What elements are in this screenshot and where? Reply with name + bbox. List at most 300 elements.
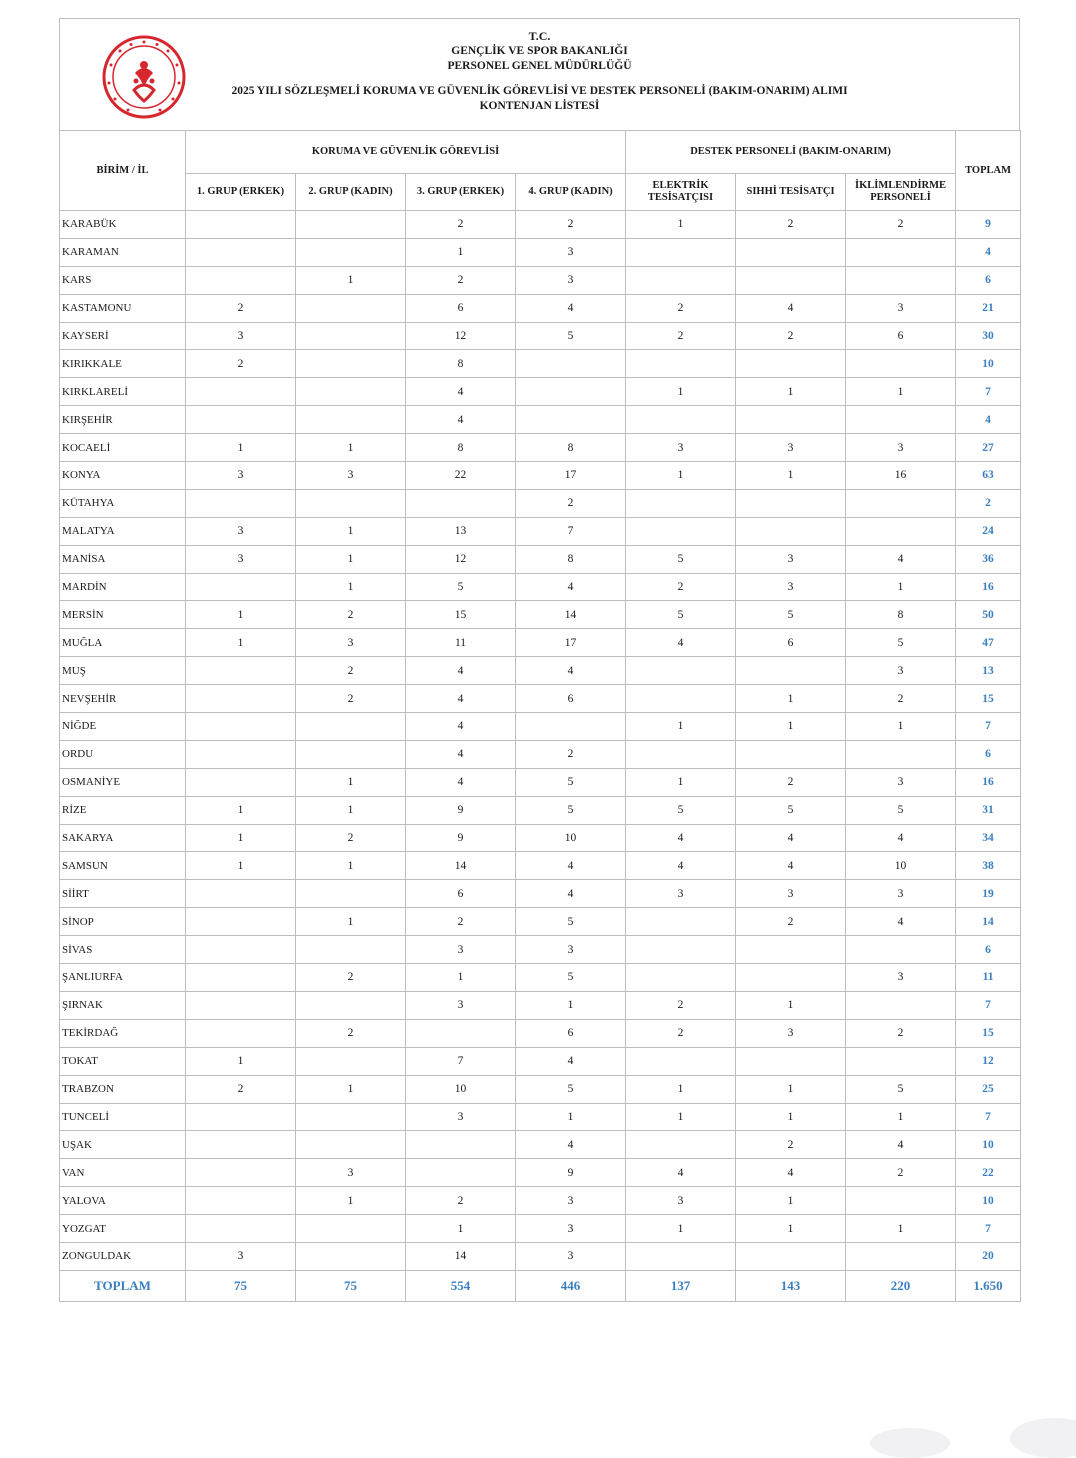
- quota-cell: 1: [846, 378, 956, 406]
- background-shape: [870, 1428, 950, 1458]
- table-row: [60, 378, 1021, 406]
- quota-cell: 3: [736, 1019, 846, 1047]
- quota-cell: [186, 211, 296, 239]
- quota-cell: [296, 406, 406, 434]
- quota-cell: [516, 378, 626, 406]
- province-name: UŞAK: [60, 1131, 186, 1159]
- quota-cell: 3: [186, 1242, 296, 1270]
- quota-cell: [846, 991, 956, 1019]
- row-total-cell: 30: [956, 322, 1021, 350]
- quota-cell: 3: [516, 1242, 626, 1270]
- row-total-cell: 15: [956, 685, 1021, 713]
- quota-cell: 2: [626, 294, 736, 322]
- table-row: [60, 1047, 1021, 1075]
- table-row: [60, 1187, 1021, 1215]
- table-row: [60, 880, 1021, 908]
- quota-cell: 8: [406, 434, 516, 462]
- table-row: [60, 908, 1021, 936]
- row-total-cell: 2: [956, 489, 1021, 517]
- row-total-cell: 14: [956, 908, 1021, 936]
- province-name: KIRŞEHİR: [60, 406, 186, 434]
- quota-cell: 9: [406, 824, 516, 852]
- province-name: NEVŞEHİR: [60, 685, 186, 713]
- quota-cell: [736, 350, 846, 378]
- province-name: OSMANİYE: [60, 768, 186, 796]
- quota-cell: [846, 1047, 956, 1075]
- quota-cell: [186, 908, 296, 936]
- quota-cell: [186, 1019, 296, 1047]
- quota-cell: [626, 936, 736, 964]
- province-name: MUĞLA: [60, 629, 186, 657]
- quota-cell: 3: [626, 434, 736, 462]
- quota-cell: 10: [406, 1075, 516, 1103]
- quota-cell: 2: [186, 294, 296, 322]
- table-row: [60, 322, 1021, 350]
- quota-cell: 2: [296, 601, 406, 629]
- quota-cell: [516, 406, 626, 434]
- quota-cell: 3: [516, 936, 626, 964]
- quota-cell: 17: [516, 462, 626, 490]
- quota-cell: 2: [186, 350, 296, 378]
- quota-cell: 1: [736, 1103, 846, 1131]
- province-name: KOCAELİ: [60, 434, 186, 462]
- quota-cell: 1: [296, 266, 406, 294]
- quota-cell: [626, 740, 736, 768]
- quota-cell: 1: [626, 462, 736, 490]
- quota-cell: 4: [516, 1047, 626, 1075]
- quota-cell: 6: [406, 294, 516, 322]
- quota-cell: 11: [406, 629, 516, 657]
- quota-cell: 4: [406, 768, 516, 796]
- quota-cell: 1: [626, 211, 736, 239]
- quota-cell: [846, 1242, 956, 1270]
- quota-cell: 6: [846, 322, 956, 350]
- quota-cell: [296, 880, 406, 908]
- table-row: [60, 573, 1021, 601]
- quota-cell: 8: [406, 350, 516, 378]
- quota-cell: [406, 1131, 516, 1159]
- quota-cell: 1: [406, 238, 516, 266]
- province-name: SİVAS: [60, 936, 186, 964]
- row-total-cell: 4: [956, 238, 1021, 266]
- quota-cell: [186, 1131, 296, 1159]
- row-total-cell: 13: [956, 657, 1021, 685]
- quota-cell: 3: [846, 964, 956, 992]
- quota-cell: 1: [296, 908, 406, 936]
- quota-cell: [736, 489, 846, 517]
- quota-cell: 3: [736, 573, 846, 601]
- quota-cell: 8: [516, 434, 626, 462]
- document-title: [60, 84, 1019, 114]
- header-line-tc: T.C.: [528, 29, 551, 43]
- table-row: [60, 964, 1021, 992]
- row-total-cell: 27: [956, 434, 1021, 462]
- province-name: MANİSA: [60, 545, 186, 573]
- table-row: [60, 991, 1021, 1019]
- quota-cell: 6: [736, 629, 846, 657]
- row-total-cell: 36: [956, 545, 1021, 573]
- table-row: [60, 266, 1021, 294]
- quota-cell: 2: [406, 1187, 516, 1215]
- total-cell: 446: [516, 1270, 626, 1301]
- quota-cell: [296, 489, 406, 517]
- quota-cell: 1: [736, 462, 846, 490]
- quota-cell: 2: [516, 489, 626, 517]
- quota-cell: 2: [846, 1159, 956, 1187]
- row-total-cell: 9: [956, 211, 1021, 239]
- quota-cell: 4: [406, 406, 516, 434]
- quota-cell: 1: [296, 1187, 406, 1215]
- quota-cell: [736, 657, 846, 685]
- quota-cell: 3: [736, 880, 846, 908]
- province-name: TOKAT: [60, 1047, 186, 1075]
- table-row: [60, 768, 1021, 796]
- quota-cell: 4: [626, 1159, 736, 1187]
- quota-cell: 1: [846, 713, 956, 741]
- quota-cell: 9: [516, 1159, 626, 1187]
- quota-cell: 4: [626, 852, 736, 880]
- quota-cell: [186, 406, 296, 434]
- table-row: [60, 406, 1021, 434]
- table-row: [60, 629, 1021, 657]
- quota-cell: [186, 964, 296, 992]
- table-row: [60, 852, 1021, 880]
- quota-cell: 14: [406, 852, 516, 880]
- row-total-cell: 10: [956, 350, 1021, 378]
- quota-cell: 7: [406, 1047, 516, 1075]
- quota-cell: [626, 266, 736, 294]
- quota-cell: [736, 517, 846, 545]
- quota-cell: 1: [626, 1215, 736, 1243]
- table-row: [60, 545, 1021, 573]
- document-sheet: [59, 18, 1020, 1302]
- quota-cell: 4: [516, 852, 626, 880]
- quota-cell: 3: [406, 991, 516, 1019]
- quota-cell: [846, 238, 956, 266]
- row-total-cell: 10: [956, 1187, 1021, 1215]
- province-name: MALATYA: [60, 517, 186, 545]
- quota-cell: 2: [846, 211, 956, 239]
- quota-cell: [736, 406, 846, 434]
- quota-cell: 2: [736, 1131, 846, 1159]
- row-total-cell: 16: [956, 768, 1021, 796]
- quota-cell: 3: [516, 1187, 626, 1215]
- quota-cell: 9: [406, 796, 516, 824]
- quota-cell: 13: [406, 517, 516, 545]
- table-row: [60, 434, 1021, 462]
- quota-cell: [186, 1215, 296, 1243]
- province-name: ŞANLIURFA: [60, 964, 186, 992]
- quota-cell: [516, 350, 626, 378]
- table-row: [60, 713, 1021, 741]
- column-header: İKLİMLENDİRME PERSONELİ: [846, 174, 956, 211]
- table-row: [60, 1215, 1021, 1243]
- total-cell: 75: [186, 1270, 296, 1301]
- table-row: [60, 936, 1021, 964]
- quota-table: [59, 130, 1021, 1302]
- quota-cell: 5: [846, 1075, 956, 1103]
- quota-cell: [186, 685, 296, 713]
- quota-cell: [186, 1187, 296, 1215]
- quota-cell: 8: [846, 601, 956, 629]
- quota-cell: 5: [516, 964, 626, 992]
- quota-cell: 3: [186, 462, 296, 490]
- row-total-cell: 31: [956, 796, 1021, 824]
- quota-cell: 4: [516, 880, 626, 908]
- column-header: 1. GRUP (ERKEK): [186, 174, 296, 211]
- province-name: SAKARYA: [60, 824, 186, 852]
- quota-cell: 2: [516, 740, 626, 768]
- quota-cell: 2: [296, 657, 406, 685]
- document-title-line1: 2025 YILI SÖZLEŞMELİ KORUMA VE GÜVENLİK GÖREVLİSİ VE DESTEK PERSONELİ (BAKIM-ONARIM) ALIMI: [231, 85, 848, 97]
- quota-cell: 2: [736, 211, 846, 239]
- quota-cell: 1: [296, 796, 406, 824]
- quota-cell: 5: [736, 796, 846, 824]
- quota-cell: 3: [846, 768, 956, 796]
- quota-cell: 2: [626, 322, 736, 350]
- quota-cell: 2: [736, 322, 846, 350]
- province-name: ŞIRNAK: [60, 991, 186, 1019]
- quota-cell: 1: [736, 1215, 846, 1243]
- quota-cell: 1: [406, 1215, 516, 1243]
- quota-cell: 4: [626, 629, 736, 657]
- quota-cell: 1: [186, 434, 296, 462]
- province-name: KAYSERİ: [60, 322, 186, 350]
- quota-cell: 5: [516, 908, 626, 936]
- quota-cell: 1: [296, 768, 406, 796]
- document-header: [59, 18, 1020, 130]
- quota-cell: 3: [406, 936, 516, 964]
- quota-cell: [186, 238, 296, 266]
- quota-cell: 2: [296, 824, 406, 852]
- quota-cell: 1: [626, 1075, 736, 1103]
- quota-cell: 5: [626, 545, 736, 573]
- quota-cell: [186, 573, 296, 601]
- quota-cell: [846, 350, 956, 378]
- row-total-cell: 11: [956, 964, 1021, 992]
- quota-cell: [296, 1103, 406, 1131]
- province-name: MERSİN: [60, 601, 186, 629]
- quota-cell: 2: [186, 1075, 296, 1103]
- quota-cell: 4: [736, 294, 846, 322]
- table-row: [60, 294, 1021, 322]
- quota-cell: 1: [516, 991, 626, 1019]
- quota-cell: 3: [186, 322, 296, 350]
- table-row: [60, 1242, 1021, 1270]
- row-total-cell: 24: [956, 517, 1021, 545]
- quota-cell: 14: [516, 601, 626, 629]
- quota-cell: [846, 1187, 956, 1215]
- quota-cell: 4: [736, 852, 846, 880]
- row-total-cell: 16: [956, 573, 1021, 601]
- quota-cell: [846, 517, 956, 545]
- header-security-group: KORUMA VE GÜVENLİK GÖREVLİSİ: [186, 131, 626, 174]
- quota-cell: 10: [846, 852, 956, 880]
- quota-cell: 5: [516, 768, 626, 796]
- province-name: ZONGULDAK: [60, 1242, 186, 1270]
- quota-cell: 1: [736, 713, 846, 741]
- row-total-cell: 6: [956, 266, 1021, 294]
- quota-cell: 6: [516, 1019, 626, 1047]
- quota-cell: [186, 991, 296, 1019]
- quota-cell: 2: [736, 908, 846, 936]
- table-row: [60, 462, 1021, 490]
- quota-cell: 1: [296, 434, 406, 462]
- column-header: 4. GRUP (KADIN): [516, 174, 626, 211]
- quota-cell: 1: [736, 378, 846, 406]
- quota-cell: 1: [846, 1103, 956, 1131]
- table-row: [60, 1103, 1021, 1131]
- province-name: KARAMAN: [60, 238, 186, 266]
- table-row: [60, 517, 1021, 545]
- quota-cell: [626, 685, 736, 713]
- quota-cell: 2: [296, 685, 406, 713]
- province-name: TUNCELİ: [60, 1103, 186, 1131]
- grand-total-cell: 1.650: [956, 1270, 1021, 1301]
- quota-cell: 1: [296, 545, 406, 573]
- quota-cell: 5: [626, 796, 736, 824]
- quota-cell: 6: [516, 685, 626, 713]
- quota-cell: [296, 322, 406, 350]
- quota-cell: [736, 266, 846, 294]
- province-name: KIRKLARELİ: [60, 378, 186, 406]
- province-name: TEKİRDAĞ: [60, 1019, 186, 1047]
- quota-cell: [736, 964, 846, 992]
- row-total-cell: 25: [956, 1075, 1021, 1103]
- document-title-line2: KONTENJAN LİSTESİ: [479, 100, 600, 112]
- quota-cell: [186, 378, 296, 406]
- quota-cell: 3: [846, 294, 956, 322]
- row-total-cell: 6: [956, 740, 1021, 768]
- quota-cell: [186, 489, 296, 517]
- quota-cell: 1: [406, 964, 516, 992]
- quota-cell: 3: [296, 1159, 406, 1187]
- quota-cell: [296, 1131, 406, 1159]
- quota-cell: 1: [626, 713, 736, 741]
- quota-cell: 2: [296, 1019, 406, 1047]
- quota-cell: 3: [516, 266, 626, 294]
- quota-cell: [296, 378, 406, 406]
- quota-cell: [186, 266, 296, 294]
- quota-cell: 4: [846, 545, 956, 573]
- quota-cell: 5: [736, 601, 846, 629]
- table-row: [60, 685, 1021, 713]
- header-line-ministry: GENÇLİK VE SPOR BAKANLIĞI: [451, 45, 628, 57]
- province-name: SİNOP: [60, 908, 186, 936]
- quota-cell: [406, 1159, 516, 1187]
- header-support-group: DESTEK PERSONELİ (BAKIM-ONARIM): [626, 131, 956, 174]
- quota-cell: 4: [626, 824, 736, 852]
- quota-cell: [626, 350, 736, 378]
- quota-cell: 3: [516, 238, 626, 266]
- total-cell: 143: [736, 1270, 846, 1301]
- quota-cell: 3: [846, 434, 956, 462]
- quota-cell: 3: [186, 545, 296, 573]
- row-total-cell: 20: [956, 1242, 1021, 1270]
- quota-cell: [736, 936, 846, 964]
- table-row: [60, 1159, 1021, 1187]
- quota-cell: 1: [846, 1215, 956, 1243]
- quota-cell: [736, 238, 846, 266]
- row-total-cell: 19: [956, 880, 1021, 908]
- table-body: [60, 211, 1021, 1271]
- province-name: ORDU: [60, 740, 186, 768]
- quota-cell: [846, 489, 956, 517]
- quota-cell: 4: [736, 824, 846, 852]
- table-row: [60, 796, 1021, 824]
- province-name: TRABZON: [60, 1075, 186, 1103]
- quota-cell: 1: [736, 685, 846, 713]
- quota-cell: [186, 880, 296, 908]
- background-shape: [1010, 1418, 1076, 1458]
- header-total: TOPLAM: [956, 131, 1021, 211]
- quota-cell: 5: [516, 1075, 626, 1103]
- quota-cell: [626, 238, 736, 266]
- header-line-directorate: PERSONEL GENEL MÜDÜRLÜĞÜ: [447, 60, 632, 72]
- quota-cell: [186, 1159, 296, 1187]
- quota-cell: 5: [516, 322, 626, 350]
- quota-cell: [296, 936, 406, 964]
- column-header: ELEKTRİK TESİSATÇISI: [626, 174, 736, 211]
- quota-cell: 1: [186, 824, 296, 852]
- province-name: NİĞDE: [60, 713, 186, 741]
- quota-cell: [186, 1103, 296, 1131]
- quota-cell: [846, 740, 956, 768]
- row-total-cell: 22: [956, 1159, 1021, 1187]
- quota-cell: [186, 657, 296, 685]
- quota-cell: [406, 489, 516, 517]
- quota-cell: [846, 936, 956, 964]
- table-row: [60, 211, 1021, 239]
- province-name: KONYA: [60, 462, 186, 490]
- quota-cell: 3: [736, 545, 846, 573]
- column-header: 3. GRUP (ERKEK): [406, 174, 516, 211]
- province-name: MUŞ: [60, 657, 186, 685]
- quota-cell: 1: [626, 1103, 736, 1131]
- table-row: [60, 657, 1021, 685]
- quota-cell: 2: [626, 1019, 736, 1047]
- province-name: KASTAMONU: [60, 294, 186, 322]
- quota-cell: 7: [516, 517, 626, 545]
- province-name: SAMSUN: [60, 852, 186, 880]
- row-total-cell: 21: [956, 294, 1021, 322]
- header-text: [60, 29, 1019, 114]
- quota-cell: [296, 1215, 406, 1243]
- province-name: KARS: [60, 266, 186, 294]
- row-total-cell: 7: [956, 991, 1021, 1019]
- quota-cell: 1: [736, 1075, 846, 1103]
- quota-cell: [296, 1242, 406, 1270]
- quota-cell: 1: [186, 852, 296, 880]
- table-row: [60, 1131, 1021, 1159]
- quota-cell: 3: [626, 1187, 736, 1215]
- quota-cell: 3: [516, 1215, 626, 1243]
- quota-cell: [736, 1242, 846, 1270]
- quota-cell: 2: [406, 211, 516, 239]
- quota-cell: [406, 1019, 516, 1047]
- quota-cell: 14: [406, 1242, 516, 1270]
- quota-cell: 2: [406, 908, 516, 936]
- quota-cell: 2: [406, 266, 516, 294]
- quota-cell: [186, 713, 296, 741]
- province-name: KARABÜK: [60, 211, 186, 239]
- province-name: YALOVA: [60, 1187, 186, 1215]
- quota-cell: [736, 1047, 846, 1075]
- total-cell: 220: [846, 1270, 956, 1301]
- quota-cell: 4: [406, 657, 516, 685]
- quota-cell: [296, 211, 406, 239]
- quota-cell: [626, 1131, 736, 1159]
